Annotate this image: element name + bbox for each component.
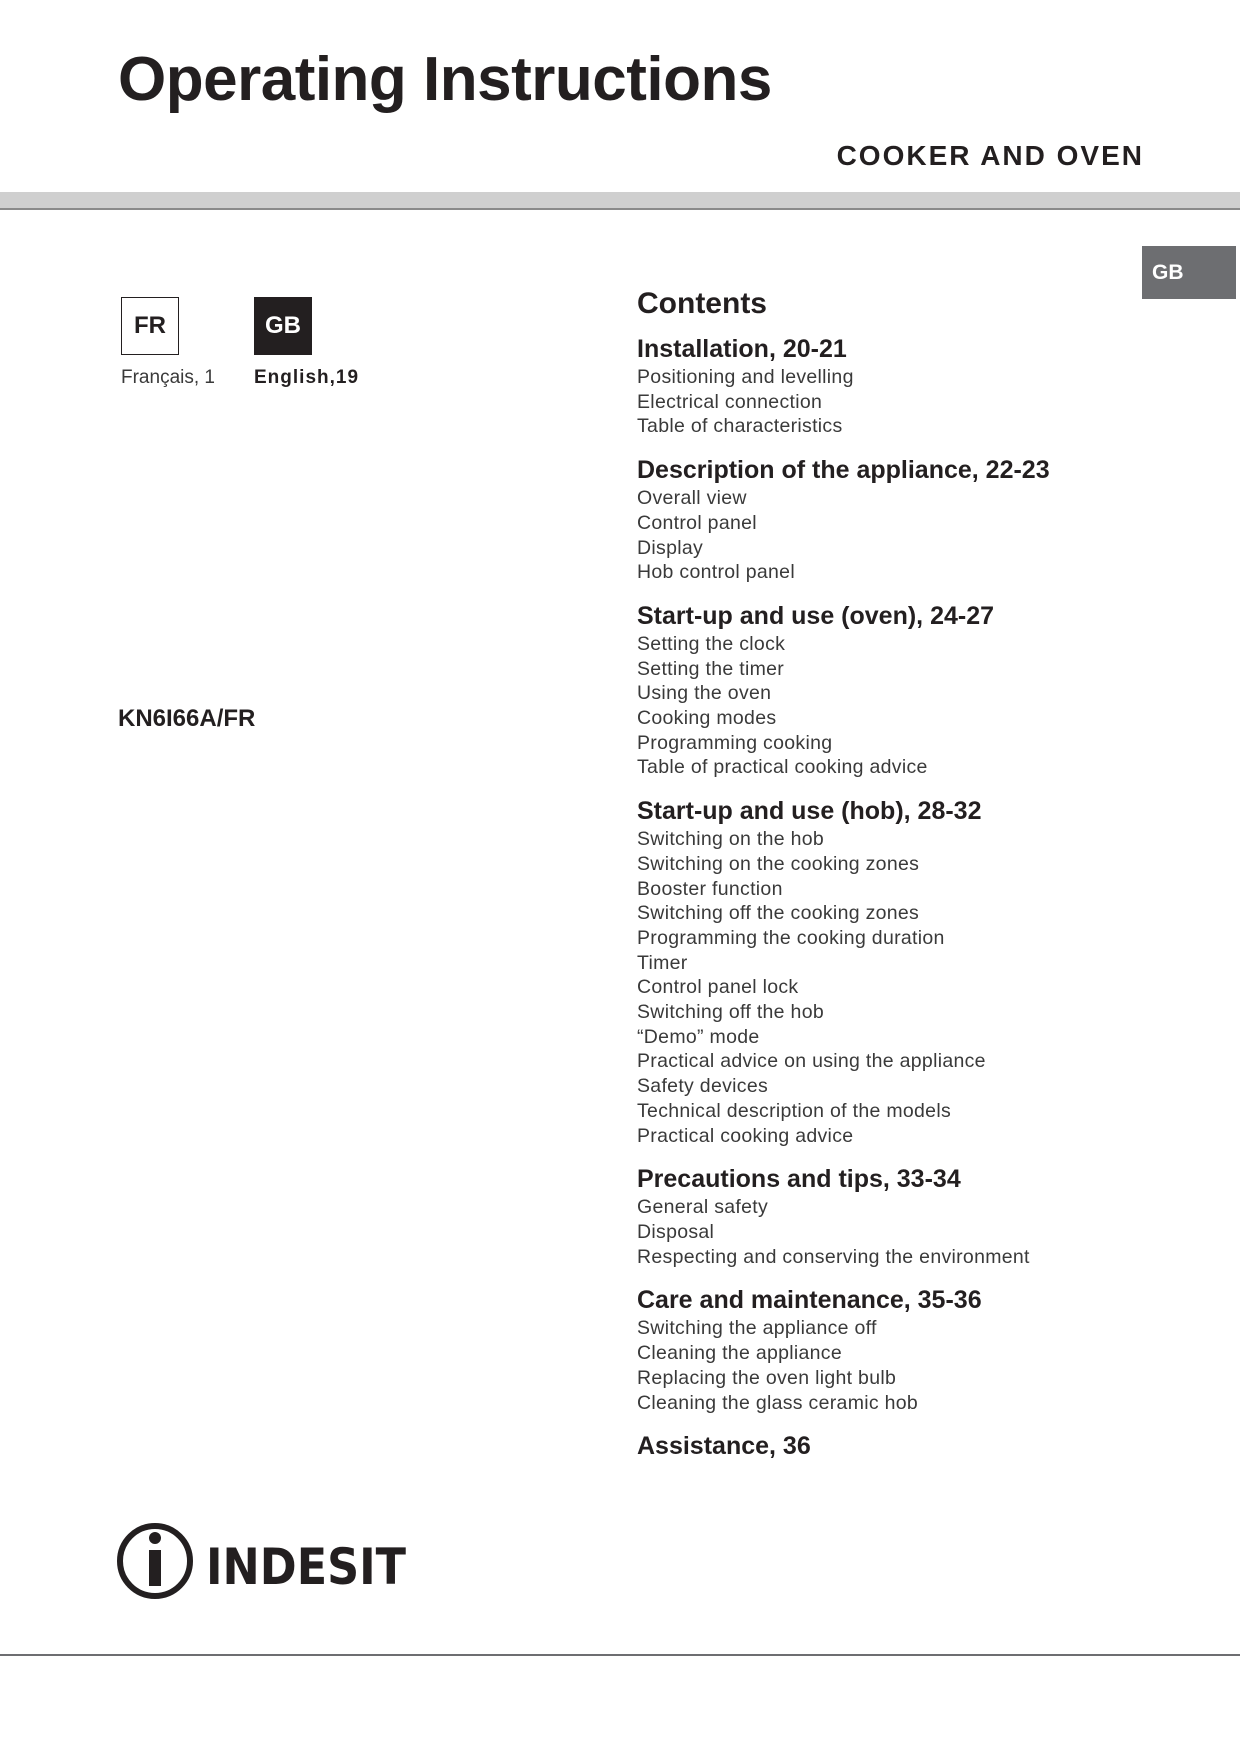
bottom-rule bbox=[0, 1654, 1240, 1656]
toc-item: Display bbox=[637, 536, 704, 559]
toc-item: Table of characteristics bbox=[637, 415, 843, 438]
toc-section-oven bbox=[637, 601, 1157, 780]
toc-heading: Assistance, 36 bbox=[637, 1432, 811, 1461]
toc-item: Practical cooking advice bbox=[637, 1124, 854, 1147]
toc-heading: Start-up and use (oven), 24-27 bbox=[637, 601, 995, 630]
toc-item: Cooking modes bbox=[637, 707, 777, 730]
toc-item: Control panel lock bbox=[637, 976, 799, 999]
toc-item: Setting the timer bbox=[637, 657, 785, 680]
language-label-fr: Français, 1 bbox=[121, 367, 215, 388]
page-title: Operating Instructions bbox=[118, 45, 772, 114]
toc-item: Timer bbox=[637, 951, 688, 974]
toc-section-description bbox=[637, 455, 1157, 585]
language-box-gb: GB bbox=[254, 297, 312, 355]
toc-heading: Care and maintenance, 35-36 bbox=[637, 1286, 982, 1315]
toc-item: Switching on the hob bbox=[637, 828, 825, 851]
toc-item: Using the oven bbox=[637, 682, 772, 705]
header-band bbox=[0, 192, 1240, 210]
language-label-gb: English,19 bbox=[254, 367, 360, 388]
model-number: KN6I66A/FR bbox=[118, 705, 256, 732]
brand-wordmark: INDESIT bbox=[206, 1538, 406, 1596]
toc-item: Practical advice on using the appliance bbox=[637, 1050, 986, 1073]
toc-item: Table of practical cooking advice bbox=[637, 756, 928, 779]
toc-item: Switching off the hob bbox=[637, 1001, 824, 1024]
toc-item: Respecting and conserving the environment bbox=[637, 1245, 1030, 1268]
info-circle-icon bbox=[120, 1526, 190, 1596]
contents-title: Contents bbox=[637, 287, 767, 320]
toc-item: Electrical connection bbox=[637, 390, 823, 413]
toc-item: Hob control panel bbox=[637, 561, 795, 584]
toc-item: General safety bbox=[637, 1196, 769, 1219]
toc-heading: Start-up and use (hob), 28-32 bbox=[637, 797, 982, 826]
toc-section-precautions bbox=[637, 1164, 1157, 1269]
toc-item: Overall view bbox=[637, 487, 747, 510]
toc-item: Control panel bbox=[637, 511, 757, 534]
toc-item: Positioning and levelling bbox=[637, 366, 854, 388]
language-side-tab: GB bbox=[1142, 246, 1236, 299]
toc-item: Programming cooking bbox=[637, 731, 833, 754]
toc-item: Switching off the cooking zones bbox=[637, 902, 920, 925]
toc-section-installation bbox=[637, 334, 1157, 439]
toc-item: Setting the clock bbox=[637, 632, 786, 655]
toc-item: Switching the appliance off bbox=[637, 1317, 877, 1340]
toc-heading: Description of the appliance, 22-23 bbox=[637, 456, 1050, 485]
toc-item: Safety devices bbox=[637, 1075, 769, 1098]
product-type-subtitle: COOKER AND OVEN bbox=[836, 140, 1144, 171]
toc-item: Cleaning the appliance bbox=[637, 1342, 842, 1365]
toc-item: Replacing the oven light bulb bbox=[637, 1366, 897, 1389]
table-of-contents bbox=[637, 286, 1157, 1478]
toc-item: Programming the cooking duration bbox=[637, 926, 945, 949]
toc-item: Booster function bbox=[637, 877, 783, 900]
toc-item: Technical description of the models bbox=[637, 1099, 951, 1122]
toc-section-assistance bbox=[637, 1431, 1157, 1462]
toc-item: Switching on the cooking zones bbox=[637, 852, 920, 875]
toc-item: Disposal bbox=[637, 1220, 715, 1243]
toc-section-care bbox=[637, 1285, 1157, 1415]
toc-section-hob bbox=[637, 796, 1157, 1148]
toc-heading: Precautions and tips, 33-34 bbox=[637, 1165, 961, 1194]
toc-item: “Demo” mode bbox=[637, 1025, 760, 1048]
language-box-fr: FR bbox=[121, 297, 179, 355]
toc-heading: Installation, 20-21 bbox=[637, 335, 847, 363]
toc-item: Cleaning the glass ceramic hob bbox=[637, 1391, 919, 1414]
indesit-logo bbox=[116, 1518, 416, 1604]
